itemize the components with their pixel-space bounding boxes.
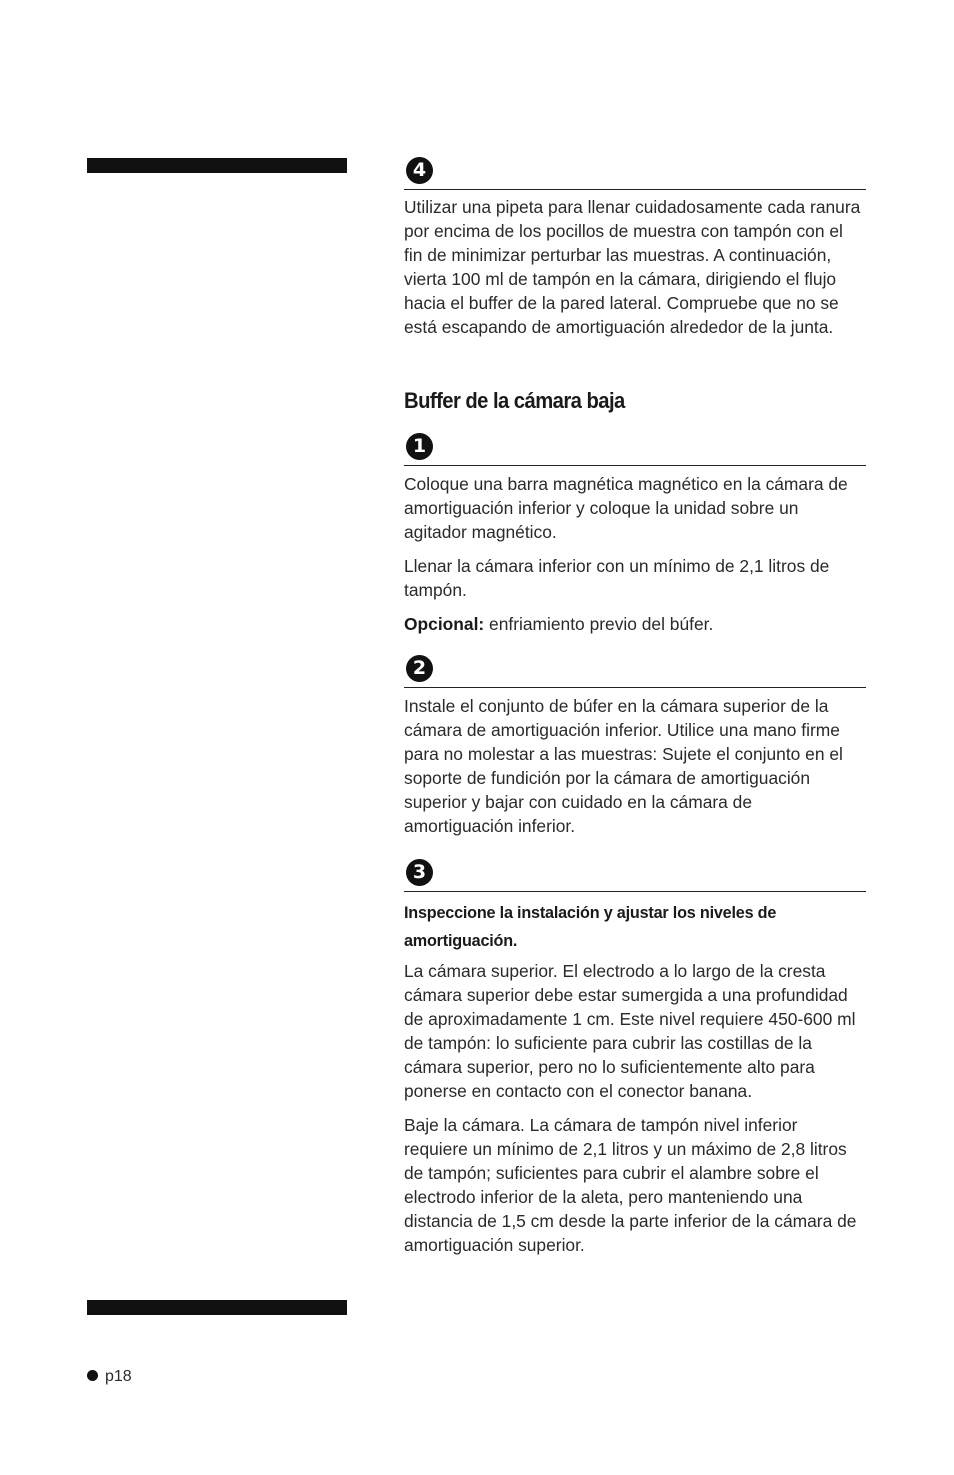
step-1-optional — [404, 612, 866, 636]
section-title: Buffer de la cámara baja — [404, 388, 625, 413]
step-2-body — [404, 694, 866, 838]
step-4-header — [404, 157, 866, 190]
step-1-paragraph-2: Llenar la cámara inferior con un mínimo de 2,1 litros de tampón. — [404, 556, 830, 600]
page-number: p18 — [105, 1368, 132, 1385]
top-rule-bar — [87, 158, 347, 173]
step-3-body — [404, 899, 866, 1257]
step-3-paragraph-2: Baje la cámara. La cámara de tampón nivel inferior requiere un mínimo de 2,1 litros y un máximo de 2,8 litros de tampón; suficientes para cubrir el alambre sobre el electrodo inferior de la aleta, pero manteniendo una distancia de 1,5 cm desde la parte inferior de la cámara de amortiguación superior. — [404, 1115, 857, 1255]
step-4-number-icon: 4 — [406, 157, 433, 184]
step-3-subheading: Inspeccione la instalación y ajustar los niveles de amortiguación. — [404, 904, 777, 950]
step-1-body — [404, 472, 866, 636]
step-3-paragraph-1: La cámara superior. El electrodo a lo largo de la cresta cámara superior debe estar sumergida a una profundidad de aproximadamente 1 cm. Este nivel requiere 450-600 ml de tampón: lo suficiente para cubrir las costillas de la cámara superior, pero no lo suficientemente alto para ponerse en contacto con el conector banana. — [404, 961, 856, 1101]
step-2-header — [404, 655, 866, 688]
step-2-paragraph: Instale el conjunto de búfer en la cámara superior de la cámara de amortiguación inferior. Utilice una mano firme para no molestar a las muestras: Sujete el conjunto en el soporte de fundición por la cámara de amortiguación superior y bajar con cuidado en la cámara de amortiguación inferior. — [404, 696, 843, 836]
page-footer — [87, 1367, 132, 1387]
step-1-paragraph-1: Coloque una barra magnética magnético en la cámara de amortiguación inferior y coloque la unidad sobre un agitador magnético. — [404, 474, 848, 542]
step-4-body — [404, 195, 866, 339]
optional-label: Opcional: — [404, 614, 485, 634]
optional-text: enfriamiento previo del búfer. — [484, 614, 714, 634]
step-2-number-icon: 2 — [406, 655, 433, 682]
step-1-number-icon: 1 — [406, 433, 433, 460]
step-3-number-icon: 3 — [406, 859, 433, 886]
step-4-paragraph: Utilizar una pipeta para llenar cuidadosamente cada ranura por encima de los pocillos de muestra con tampón con el fin de minimizar perturbar las muestras. A continuación, vierta 100 ml de tampón en la cámara, dirigiendo el flujo hacia el buffer de la pared lateral. Compruebe que no se está escapando de amortiguación alrededor de la junta. — [404, 197, 861, 337]
step-3-header — [404, 859, 866, 892]
bottom-rule-bar — [87, 1300, 347, 1315]
bullet-dot-icon — [87, 1370, 98, 1381]
step-1-header — [404, 433, 866, 466]
